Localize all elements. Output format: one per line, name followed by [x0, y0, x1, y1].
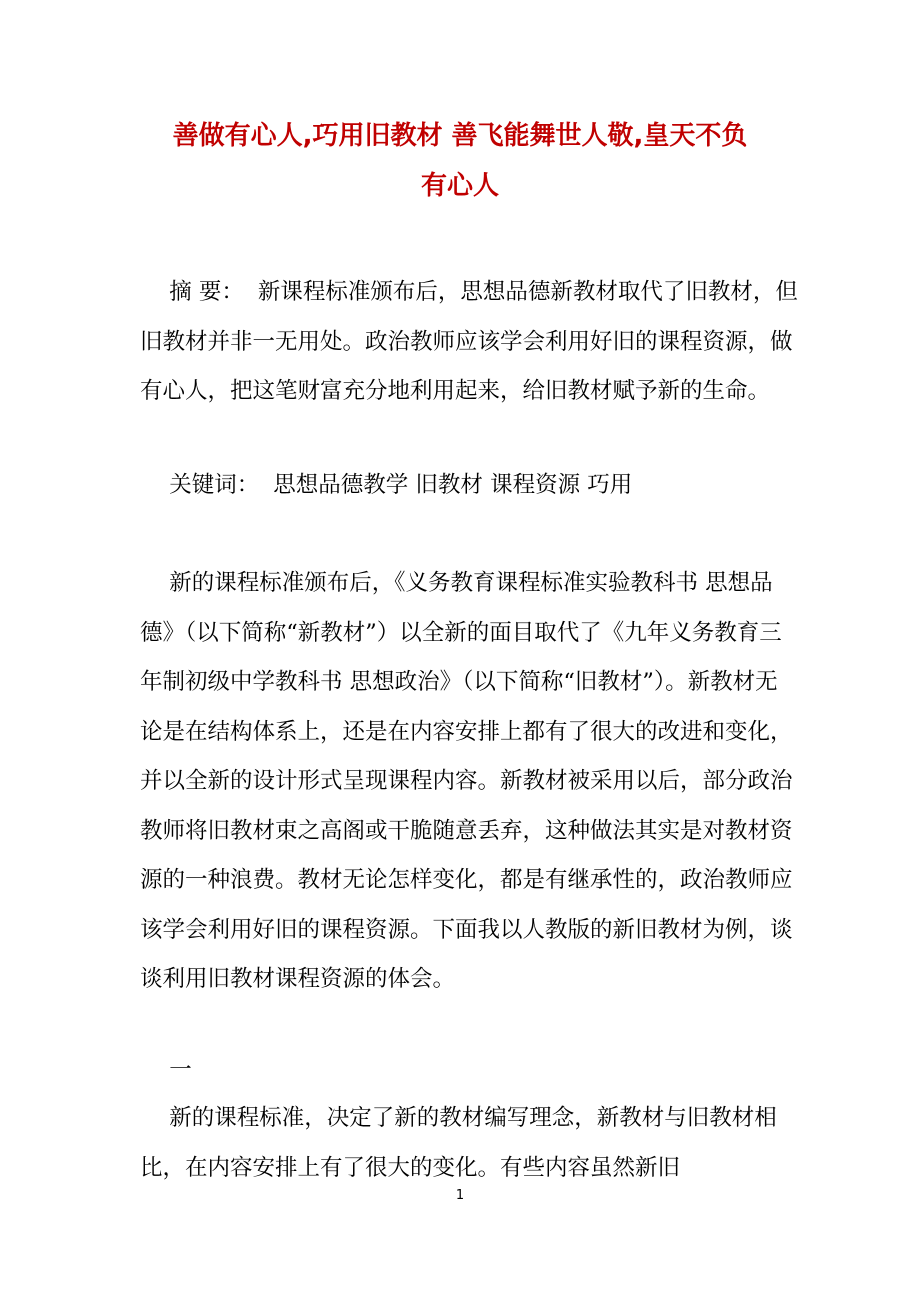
title-line-2: 有心人: [420, 171, 499, 201]
section-body: [140, 1094, 800, 1193]
intro-paragraph: 新的课程标准颁布后，《义务教育课程标准实验教科书 思想品德》（以下简称“新教材”）以全新的面目取代了《九年义务教育三年制初级中学教科书 思想政治》（以下简称“旧教材”）。新教材无论是在结构体系上，还是在内容安排上都有了很大的改进和变化，并以全新的设计形式呈现课程内容。新教材被采用以后，部分政治教师将旧教材束之高阁或干脆随意丢弃，这种做法其实是对教材资源的一种浪费。教材无论怎样变化，都是有继承性的，政治教师应该学会利用好旧的课程资源。下面我以人教版的新旧教材为例，谈谈利用旧教材课程资源的体会。: [140, 570, 793, 992]
abstract-paragraph: [140, 268, 800, 417]
section-paragraph: 新的课程标准，决定了新的教材编写理念，新教材与旧教材相比，在内容安排上有了很大的变化。有些内容虽然新旧: [140, 1105, 777, 1181]
abstract-text: 新课程标准颁布后，思想品德新教材取代了旧教材，但旧教材并非一无用处。政治教师应该学会利用好旧的课程资源，做有心人，把这笔财富充分地利用起来，给旧教材赋予新的生命。: [140, 279, 798, 404]
keywords-section: [140, 461, 800, 511]
section-number: 一: [169, 1057, 192, 1083]
intro-section: [140, 559, 800, 1005]
abstract-label: 摘 要：: [169, 279, 244, 305]
keywords-text: 思想品德教学 旧教材 课程资源 巧用: [273, 472, 633, 498]
document-title: [120, 111, 800, 211]
keywords-label: 关键词：: [169, 472, 260, 498]
title-line-1: 善做有心人,巧用旧教材 善飞能舞世人敬,皇天不负: [172, 121, 748, 151]
page-number: 1: [455, 1188, 465, 1203]
section-heading: [140, 1046, 800, 1096]
keywords-paragraph: [140, 461, 800, 511]
abstract-section: [140, 268, 800, 417]
